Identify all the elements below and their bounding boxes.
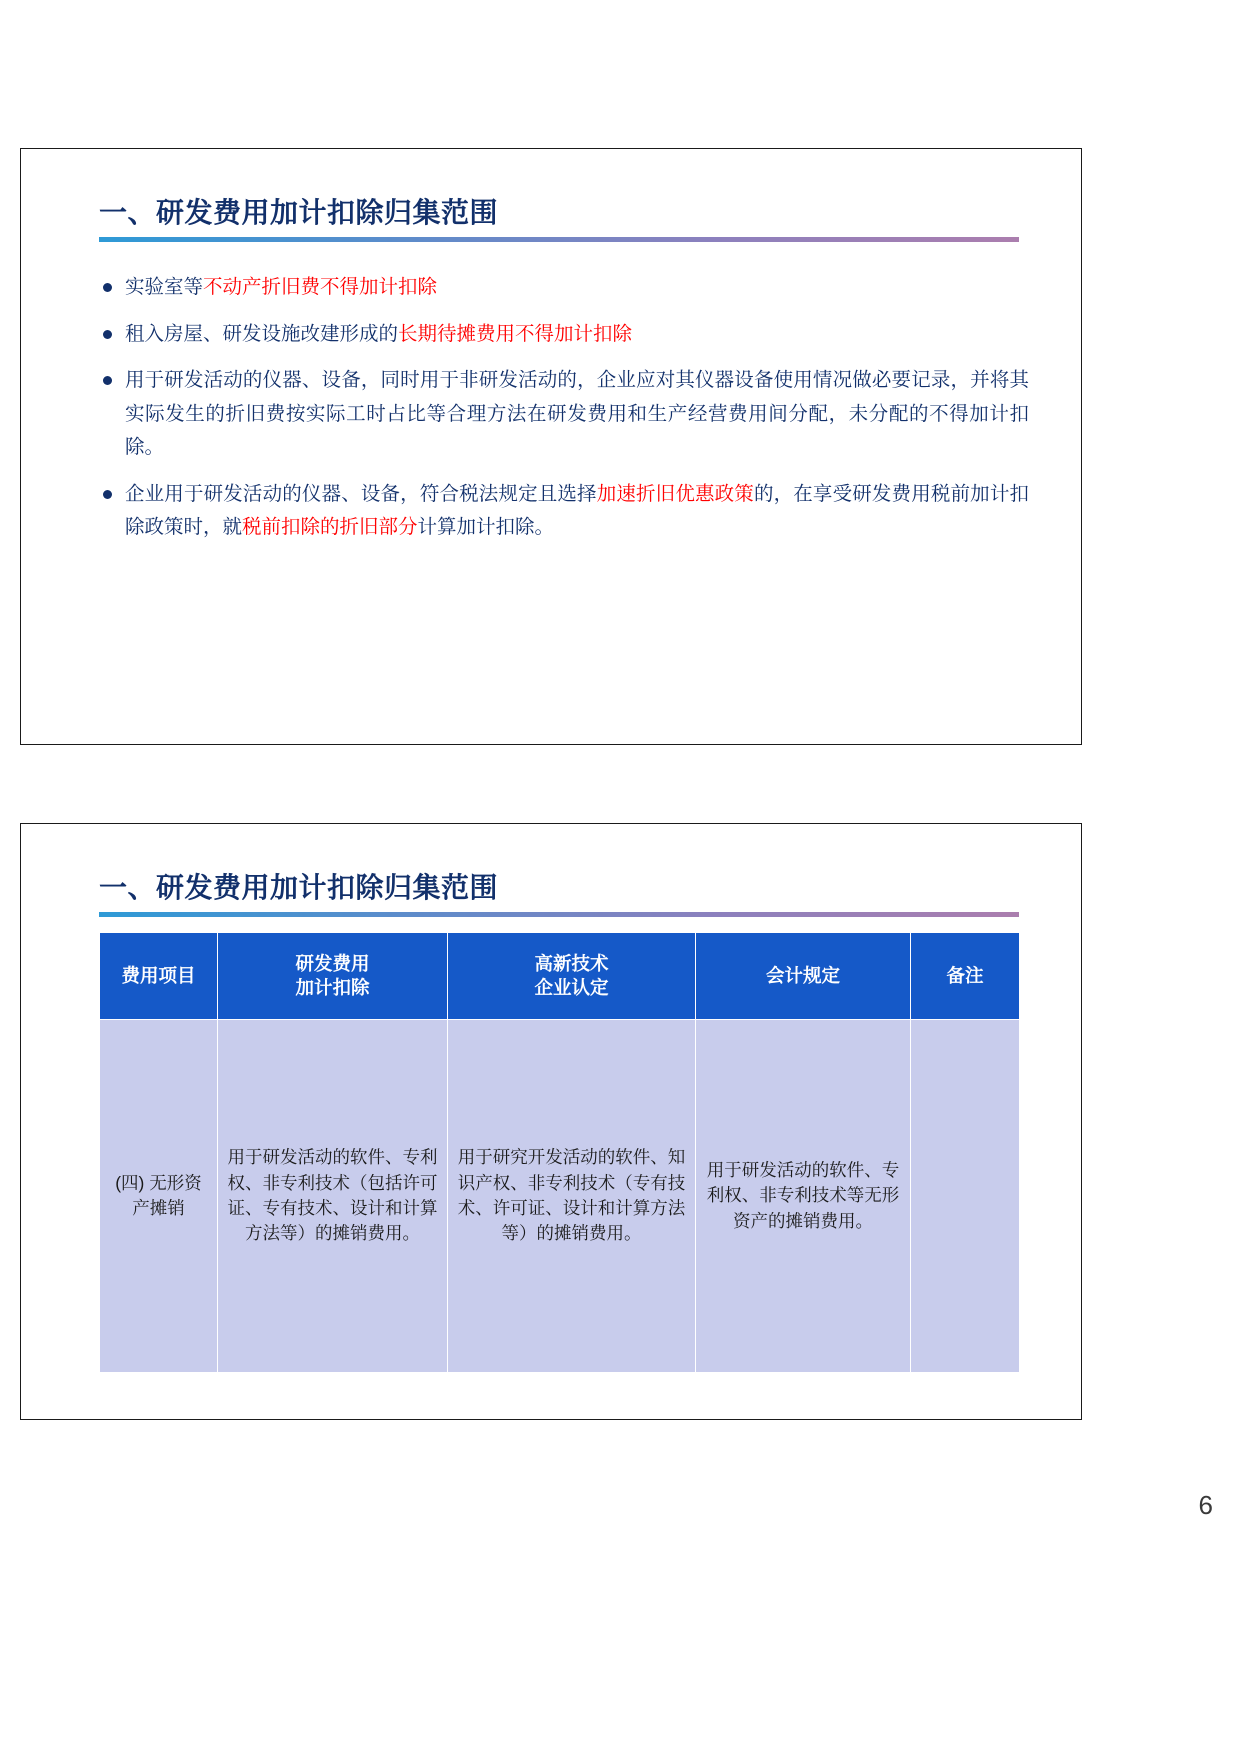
slide-1 (20, 148, 1082, 745)
table-header-cell-item (100, 933, 218, 1020)
cell-accounting-rule: 用于研发活动的软件、专利权、非专利技术等无形资产的摊销费用。 (696, 1020, 911, 1373)
cell-item: (四) 无形资产摊销 (100, 1020, 218, 1373)
table-body (100, 1020, 1020, 1373)
cell-remark (911, 1020, 1020, 1373)
bullet-segment: 的，在享受研发费用税前加计扣除政策时，就 (125, 482, 1029, 539)
slide-1-heading-rule (99, 237, 1019, 242)
slide-2-heading: 一、研发费用加计扣除归集范围 (99, 872, 499, 903)
bullet-segment-highlight: 税前扣除的折旧部分 (242, 516, 418, 539)
table-header-cell-rd-deduction (218, 933, 448, 1020)
cell-hitech-recognition: 用于研究开发活动的软件、知识产权、非专利技术（专有技术、许可证、设计和计算方法等）的摊销费用。 (448, 1020, 696, 1373)
table-header-cell-remark (911, 933, 1020, 1020)
bullet-segment: 企业用于研发活动的仪器、设备，符合税法规定且选择 (125, 482, 597, 505)
slide-2 (20, 823, 1082, 1420)
slide-1-bullet-list (99, 271, 1029, 558)
bullet-segment: 用于研发活动的仪器、设备，同时用于非研发活动的，企业应对其仪器设备使用情况做必要记录，并将其实际发生的折旧费按实际工时占比等合理方法在研发费用和生产经营费用间分配，未分配的不得加计扣除。 (125, 369, 1029, 459)
bullet-segment-highlight: 不动产折旧费不得加计扣除 (203, 276, 438, 298)
cell-rd-deduction: 用于研发活动的软件、专利权、非专利技术（包括许可证、专有技术、设计和计算方法等）的摊销费用。 (218, 1020, 448, 1373)
bullet-segment: 计算加计扣除。 (417, 516, 555, 539)
header-line-1: 高新技术 (534, 952, 609, 974)
slide-2-heading-rule (99, 912, 1019, 917)
header-line-2: 加计扣除 (295, 977, 370, 998)
bullet-segment-highlight: 长期待摊费用不得加计扣除 (398, 322, 633, 345)
bullet-item (99, 318, 1029, 352)
header-line-1: 费用项目 (121, 964, 196, 986)
table-head (100, 933, 1020, 1020)
expense-scope-table (99, 932, 1020, 1373)
bullet-item (99, 478, 1029, 545)
header-line-1: 研发费用 (295, 952, 370, 974)
table-row (100, 1020, 1020, 1373)
table-header-row (100, 933, 1020, 1020)
table-header-cell-hitech (448, 933, 696, 1020)
page-number: 6 (1198, 1490, 1213, 1520)
bullet-item (99, 271, 1029, 305)
bullet-segment: 租入房屋、研发设施改建形成的 (125, 322, 399, 345)
header-line-2: 企业认定 (534, 977, 609, 998)
table-header-cell-accounting (696, 933, 911, 1020)
header-line-1: 备注 (946, 964, 984, 986)
bullet-segment-highlight: 加速折旧优惠政策 (596, 482, 754, 505)
bullet-item (99, 364, 1029, 465)
header-line-1: 会计规定 (765, 964, 840, 986)
slide-1-heading: 一、研发费用加计扣除归集范围 (99, 197, 499, 228)
bullet-segment: 实验室等 (125, 276, 204, 298)
